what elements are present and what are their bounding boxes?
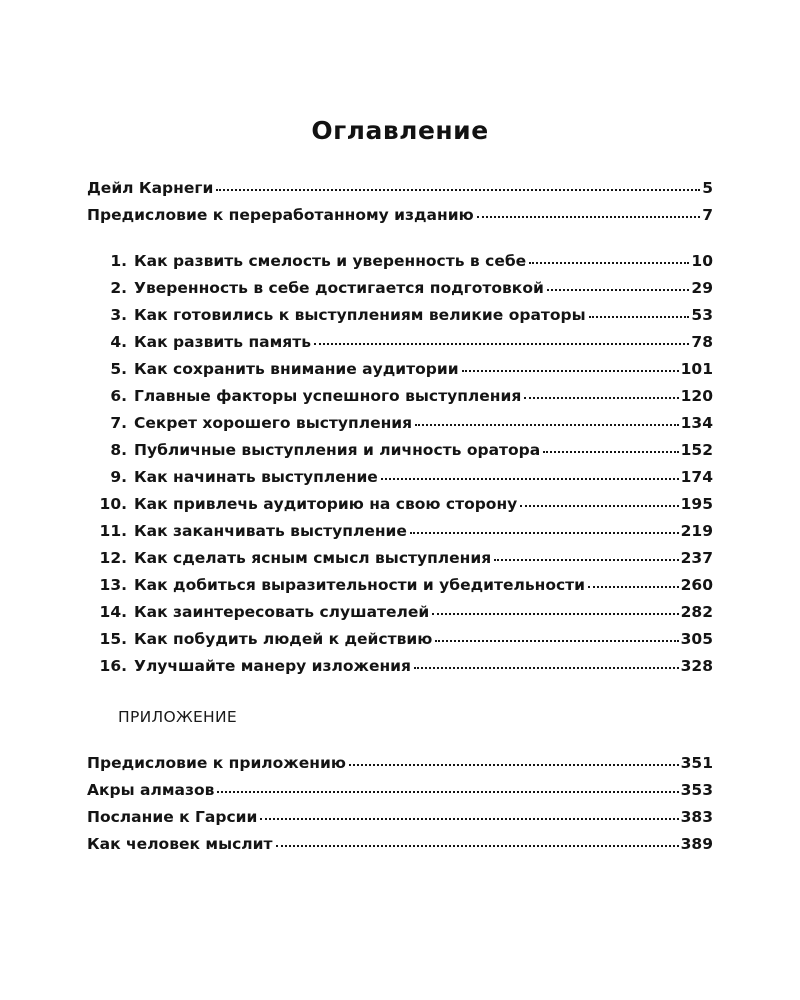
entry-page-number: 305 [680,630,713,648]
front-matter-list [87,175,713,229]
appendix-entry[interactable] [87,750,713,777]
dot-leader [349,760,679,766]
dot-leader [415,420,679,426]
chapter-entry[interactable] [87,275,713,302]
entry-page-number: 10 [691,252,713,270]
chapter-entry[interactable] [87,599,713,626]
dot-leader [494,555,678,561]
chapter-entry[interactable] [87,383,713,410]
dot-leader [260,814,678,820]
entry-page-number: 237 [680,549,713,567]
chapter-number: 8. [110,441,127,459]
chapter-title: Как начинать выступление [134,468,378,486]
dot-leader [276,841,679,847]
dot-leader [217,787,678,793]
entry-page-number: 260 [680,576,713,594]
chapter-number: 6. [110,387,127,405]
chapter-title: Как сохранить внимание аудитории [134,360,459,378]
chapter-number: 1. [110,252,127,270]
dot-leader [529,258,689,264]
chapter-number: 13. [99,576,127,594]
entry-title: Дейл Карнеги [87,179,214,197]
entry-page-number: 328 [680,657,713,675]
chapter-title: Как добиться выразительности и убедительности [134,576,586,594]
toc-entry[interactable] [87,202,713,229]
chapter-title: Как заканчивать выступление [134,522,407,540]
chapter-title: Секрет хорошего выступления [134,414,413,432]
entry-title: Акры алмазов [87,781,215,799]
appendix-entry[interactable] [87,831,713,858]
entry-page-number: 219 [680,522,713,540]
entry-page-number: 120 [680,387,713,405]
chapter-entry[interactable] [87,464,713,491]
entry-page-number: 53 [691,306,713,324]
chapter-entry[interactable] [87,329,713,356]
appendix-heading: ПРИЛОЖЕНИЕ [118,708,237,726]
chapter-title: Как сделать ясным смысл выступления [134,549,492,567]
entry-page-number: 195 [680,495,713,513]
chapter-title: Как развить смелость и уверенность в себе [134,252,527,270]
entry-page-number: 29 [691,279,713,297]
chapter-number: 14. [99,603,127,621]
chapter-number: 11. [99,522,127,540]
chapter-number: 16. [99,657,127,675]
entry-title: Предисловие к приложению [87,754,346,772]
dot-leader [524,393,678,399]
chapter-number: 15. [99,630,127,648]
chapter-number: 12. [99,549,127,567]
entry-page-number: 353 [680,781,713,799]
entry-title: Как человек мыслит [87,835,273,853]
chapter-entry[interactable] [87,572,713,599]
chapter-number: 9. [110,468,127,486]
chapter-title: Публичные выступления и личность оратора [134,441,541,459]
entry-page-number: 389 [680,835,713,853]
chapter-title: Как заинтересовать слушателей [134,603,430,621]
dot-leader [381,474,679,480]
dot-leader [543,447,678,453]
chapter-entry[interactable] [87,626,713,653]
dot-leader [588,582,679,588]
appendix-entry[interactable] [87,777,713,804]
toc-entry[interactable] [87,175,713,202]
dot-leader [435,636,678,642]
dot-leader [216,185,700,191]
dot-leader [314,339,689,345]
entry-page-number: 282 [680,603,713,621]
dot-leader [477,212,701,218]
chapter-number: 5. [110,360,127,378]
chapter-title: Как привлечь аудиторию на свою сторону [134,495,518,513]
chapter-number: 10. [99,495,127,513]
chapter-number: 7. [110,414,127,432]
entry-page-number: 174 [680,468,713,486]
entry-title: Предисловие к переработанному изданию [87,206,474,224]
chapter-entry[interactable] [87,653,713,680]
chapter-number: 4. [110,333,127,351]
chapter-entry[interactable] [87,248,713,275]
dot-leader [414,663,679,669]
entry-page-number: 5 [702,179,713,197]
entry-page-number: 7 [702,206,713,224]
chapter-number: 3. [110,306,127,324]
chapter-entry[interactable] [87,410,713,437]
chapter-title: Как побудить людей к действию [134,630,433,648]
chapter-entry[interactable] [87,437,713,464]
dot-leader [462,366,679,372]
chapter-entry[interactable] [87,356,713,383]
chapter-title: Главные факторы успешного выступления [134,387,522,405]
chapter-title: Как развить память [134,333,312,351]
chapter-title: Как готовились к выступлениям великие ораторы [134,306,586,324]
page-title: Оглавление [311,116,489,145]
dot-leader [520,501,678,507]
chapter-entry[interactable] [87,518,713,545]
chapter-title: Уверенность в себе достигается подготовкой [134,279,544,297]
appendix-entry[interactable] [87,804,713,831]
chapter-entry[interactable] [87,545,713,572]
entry-title: Послание к Гарсии [87,808,258,826]
chapter-number: 2. [110,279,127,297]
dot-leader [589,312,690,318]
dot-leader [547,285,690,291]
chapter-title: Улучшайте манеру изложения [134,657,411,675]
entry-page-number: 101 [680,360,713,378]
chapter-entry[interactable] [87,302,713,329]
dot-leader [410,528,679,534]
appendix-list [87,750,713,858]
entry-page-number: 351 [680,754,713,772]
chapters-list [87,248,713,680]
entry-page-number: 383 [680,808,713,826]
entry-page-number: 134 [680,414,713,432]
dot-leader [432,609,678,615]
entry-page-number: 78 [691,333,713,351]
entry-page-number: 152 [680,441,713,459]
chapter-entry[interactable] [87,491,713,518]
